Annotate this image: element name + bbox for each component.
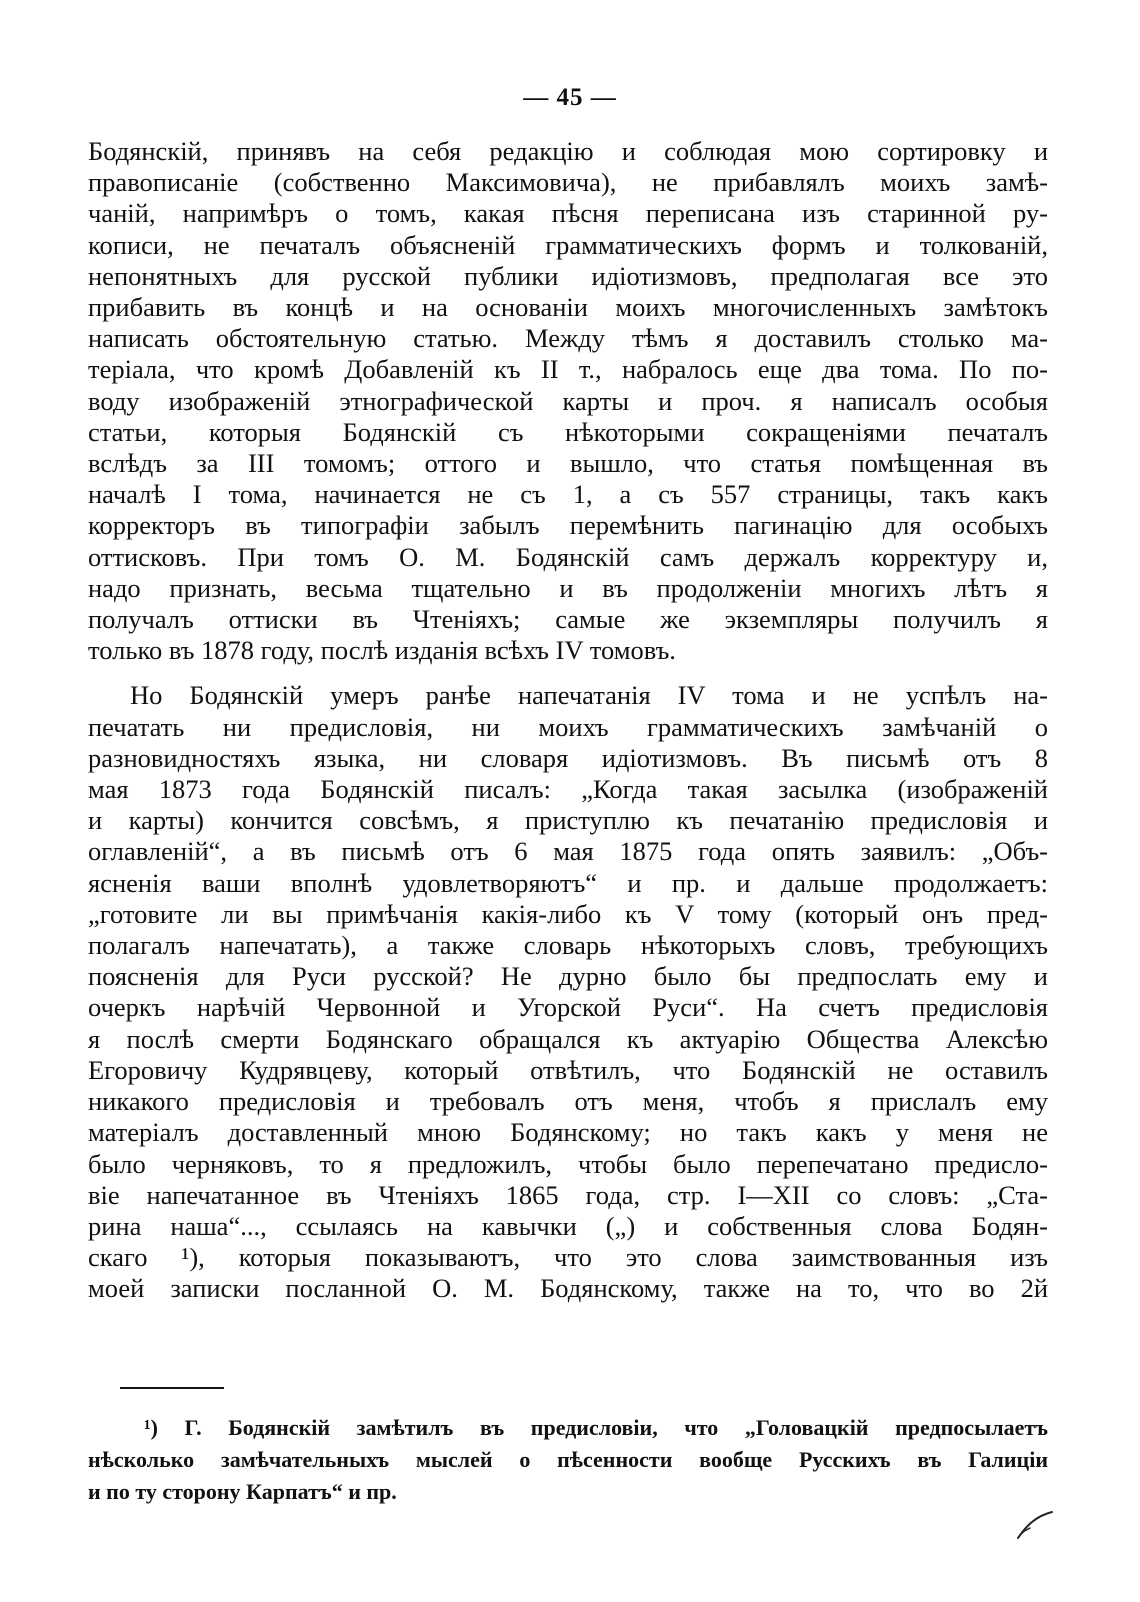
text-line: было черняковъ, то я предложилъ, чтобы было перепечатано предисло- bbox=[88, 1148, 1048, 1179]
text-line: рина наша“..., ссылаясь на кавычки („) и собственныя слова Бодян- bbox=[88, 1210, 1048, 1241]
footnote-line: нѣсколько замѣчательныхъ мыслей о пѣсенности вообще Русскихъ въ Галиціи bbox=[88, 1447, 1048, 1472]
text-line: разновидностяхъ языка, ни словаря идіотизмовъ. Въ письмѣ отъ 8 bbox=[88, 742, 1048, 773]
body-text bbox=[88, 136, 1048, 1305]
text-line: очеркъ нарѣчій Червонной и Угорской Руси“. На счетъ предисловія bbox=[88, 992, 1048, 1023]
footnote-line: и по ту сторону Карпатъ“ и пр. bbox=[88, 1479, 397, 1504]
text-line: матеріалъ доставленный мною Бодянскому; но такъ какъ у меня не bbox=[88, 1117, 1048, 1148]
paragraph-2 bbox=[88, 680, 1048, 1304]
stray-pen-mark bbox=[1014, 1508, 1056, 1542]
text-line: полагалъ напечатать), а также словарь нѣкоторыхъ словъ, требующихъ bbox=[88, 930, 1048, 961]
text-line: Егоровичу Кудрявцеву, который отвѣтилъ, что Бодянскій не оставилъ bbox=[88, 1054, 1048, 1085]
text-line: я послѣ смерти Бодянскаго обращался къ актуарію Общества Алексѣю bbox=[88, 1023, 1048, 1054]
text-line: только въ 1878 году, послѣ изданія всѣхъ IV томовъ. bbox=[88, 635, 676, 666]
text-line: ясненія ваши вполнѣ удовлетворяютъ“ и пр. и дальше продолжаетъ: bbox=[88, 867, 1048, 898]
paragraph-1 bbox=[88, 136, 1048, 666]
text-line: началѣ I тома, начинается не съ 1, а съ 557 страницы, такъ какъ bbox=[88, 479, 1048, 510]
text-line: правописаніе (собственно Максимовича), не прибавлялъ моихъ замѣ- bbox=[88, 167, 1048, 198]
text-line: статьи, которыя Бодянскій съ нѣкоторыми сокращеніями печаталъ bbox=[88, 416, 1048, 447]
text-line: вслѣдъ за III томомъ; оттого и вышло, что статья помѣщенная въ bbox=[88, 448, 1048, 479]
footnote-rule bbox=[120, 1387, 224, 1389]
text-line: корректоръ въ типографіи забылъ перемѣнить пагинацію для особыхъ bbox=[88, 510, 1048, 541]
text-line: печатать ни предисловія, ни моихъ грамматическихъ замѣчаній о bbox=[88, 711, 1048, 742]
text-line: непонятныхъ для русской публики идіотизмовъ, предполагая все это bbox=[88, 260, 1048, 291]
text-line: кописи, не печаталъ объясненій грамматическихъ формъ и толкованій, bbox=[88, 229, 1048, 260]
text-line: віе напечатанное въ Чтеніяхъ 1865 года, стр. I—XII со словъ: „Ста- bbox=[88, 1179, 1048, 1210]
text-line: скаго ¹), которыя показываютъ, что это слова заимствованныя изъ bbox=[88, 1242, 1048, 1273]
text-line: воду изображеній этнографической карты и проч. я написалъ особыя bbox=[88, 385, 1048, 416]
text-line: поясненія для Руси русской? Не дурно было бы предпослать ему и bbox=[88, 961, 1048, 992]
text-line: прибавить въ концѣ и на основаніи моихъ многочисленныхъ замѣтокъ bbox=[88, 292, 1048, 323]
text-line: получалъ оттиски въ Чтеніяхъ; самые же экземпляры получилъ я bbox=[88, 604, 1048, 635]
footnote-line: ¹) Г. Бодянскій замѣтилъ въ предисловіи, что „Головацкій предпосылаетъ bbox=[144, 1415, 1048, 1440]
text-line: мая 1873 года Бодянскій писалъ: „Когда такая засылка (изображеній bbox=[88, 774, 1048, 805]
text-line: никакого предисловія и требовалъ отъ меня, чтобъ я прислалъ ему bbox=[88, 1086, 1048, 1117]
text-line: теріала, что кромѣ Добавленій къ II т., набралось еще два тома. По по- bbox=[88, 354, 1048, 385]
text-line: и карты) кончится совсѣмъ, я приступлю къ печатанію предисловія и bbox=[88, 805, 1048, 836]
page-number: — 45 — bbox=[523, 84, 617, 111]
text-line: „готовите ли вы примѣчанія какія-либо къ V тому (который онъ пред- bbox=[88, 898, 1048, 929]
text-line: оттисковъ. При томъ О. М. Бодянскій самъ держалъ корректуру и, bbox=[88, 541, 1048, 572]
text-line: Бодянскій, принявъ на себя редакцію и соблюдая мою сортировку и bbox=[88, 136, 1048, 166]
text-line: надо признать, весьма тщательно и въ продолженіи многихъ лѣтъ я bbox=[88, 572, 1048, 603]
text-line: Но Бодянскій умеръ ранѣе напечатанія IV тома и не успѣлъ на- bbox=[130, 680, 1048, 711]
text-line: написать обстоятельную статью. Между тѣмъ я доставилъ столько ма- bbox=[88, 323, 1048, 354]
text-line: чаній, напримѣръ о томъ, какая пѣсня переписана изъ старинной ру- bbox=[88, 198, 1048, 229]
text-line: оглавленій“, а въ письмѣ отъ 6 мая 1875 года опять заявилъ: „Объ- bbox=[88, 836, 1048, 867]
footnote bbox=[88, 1412, 1048, 1508]
text-line: моей записки посланной О. М. Бодянскому, также на то, что во 2й bbox=[88, 1273, 1048, 1304]
